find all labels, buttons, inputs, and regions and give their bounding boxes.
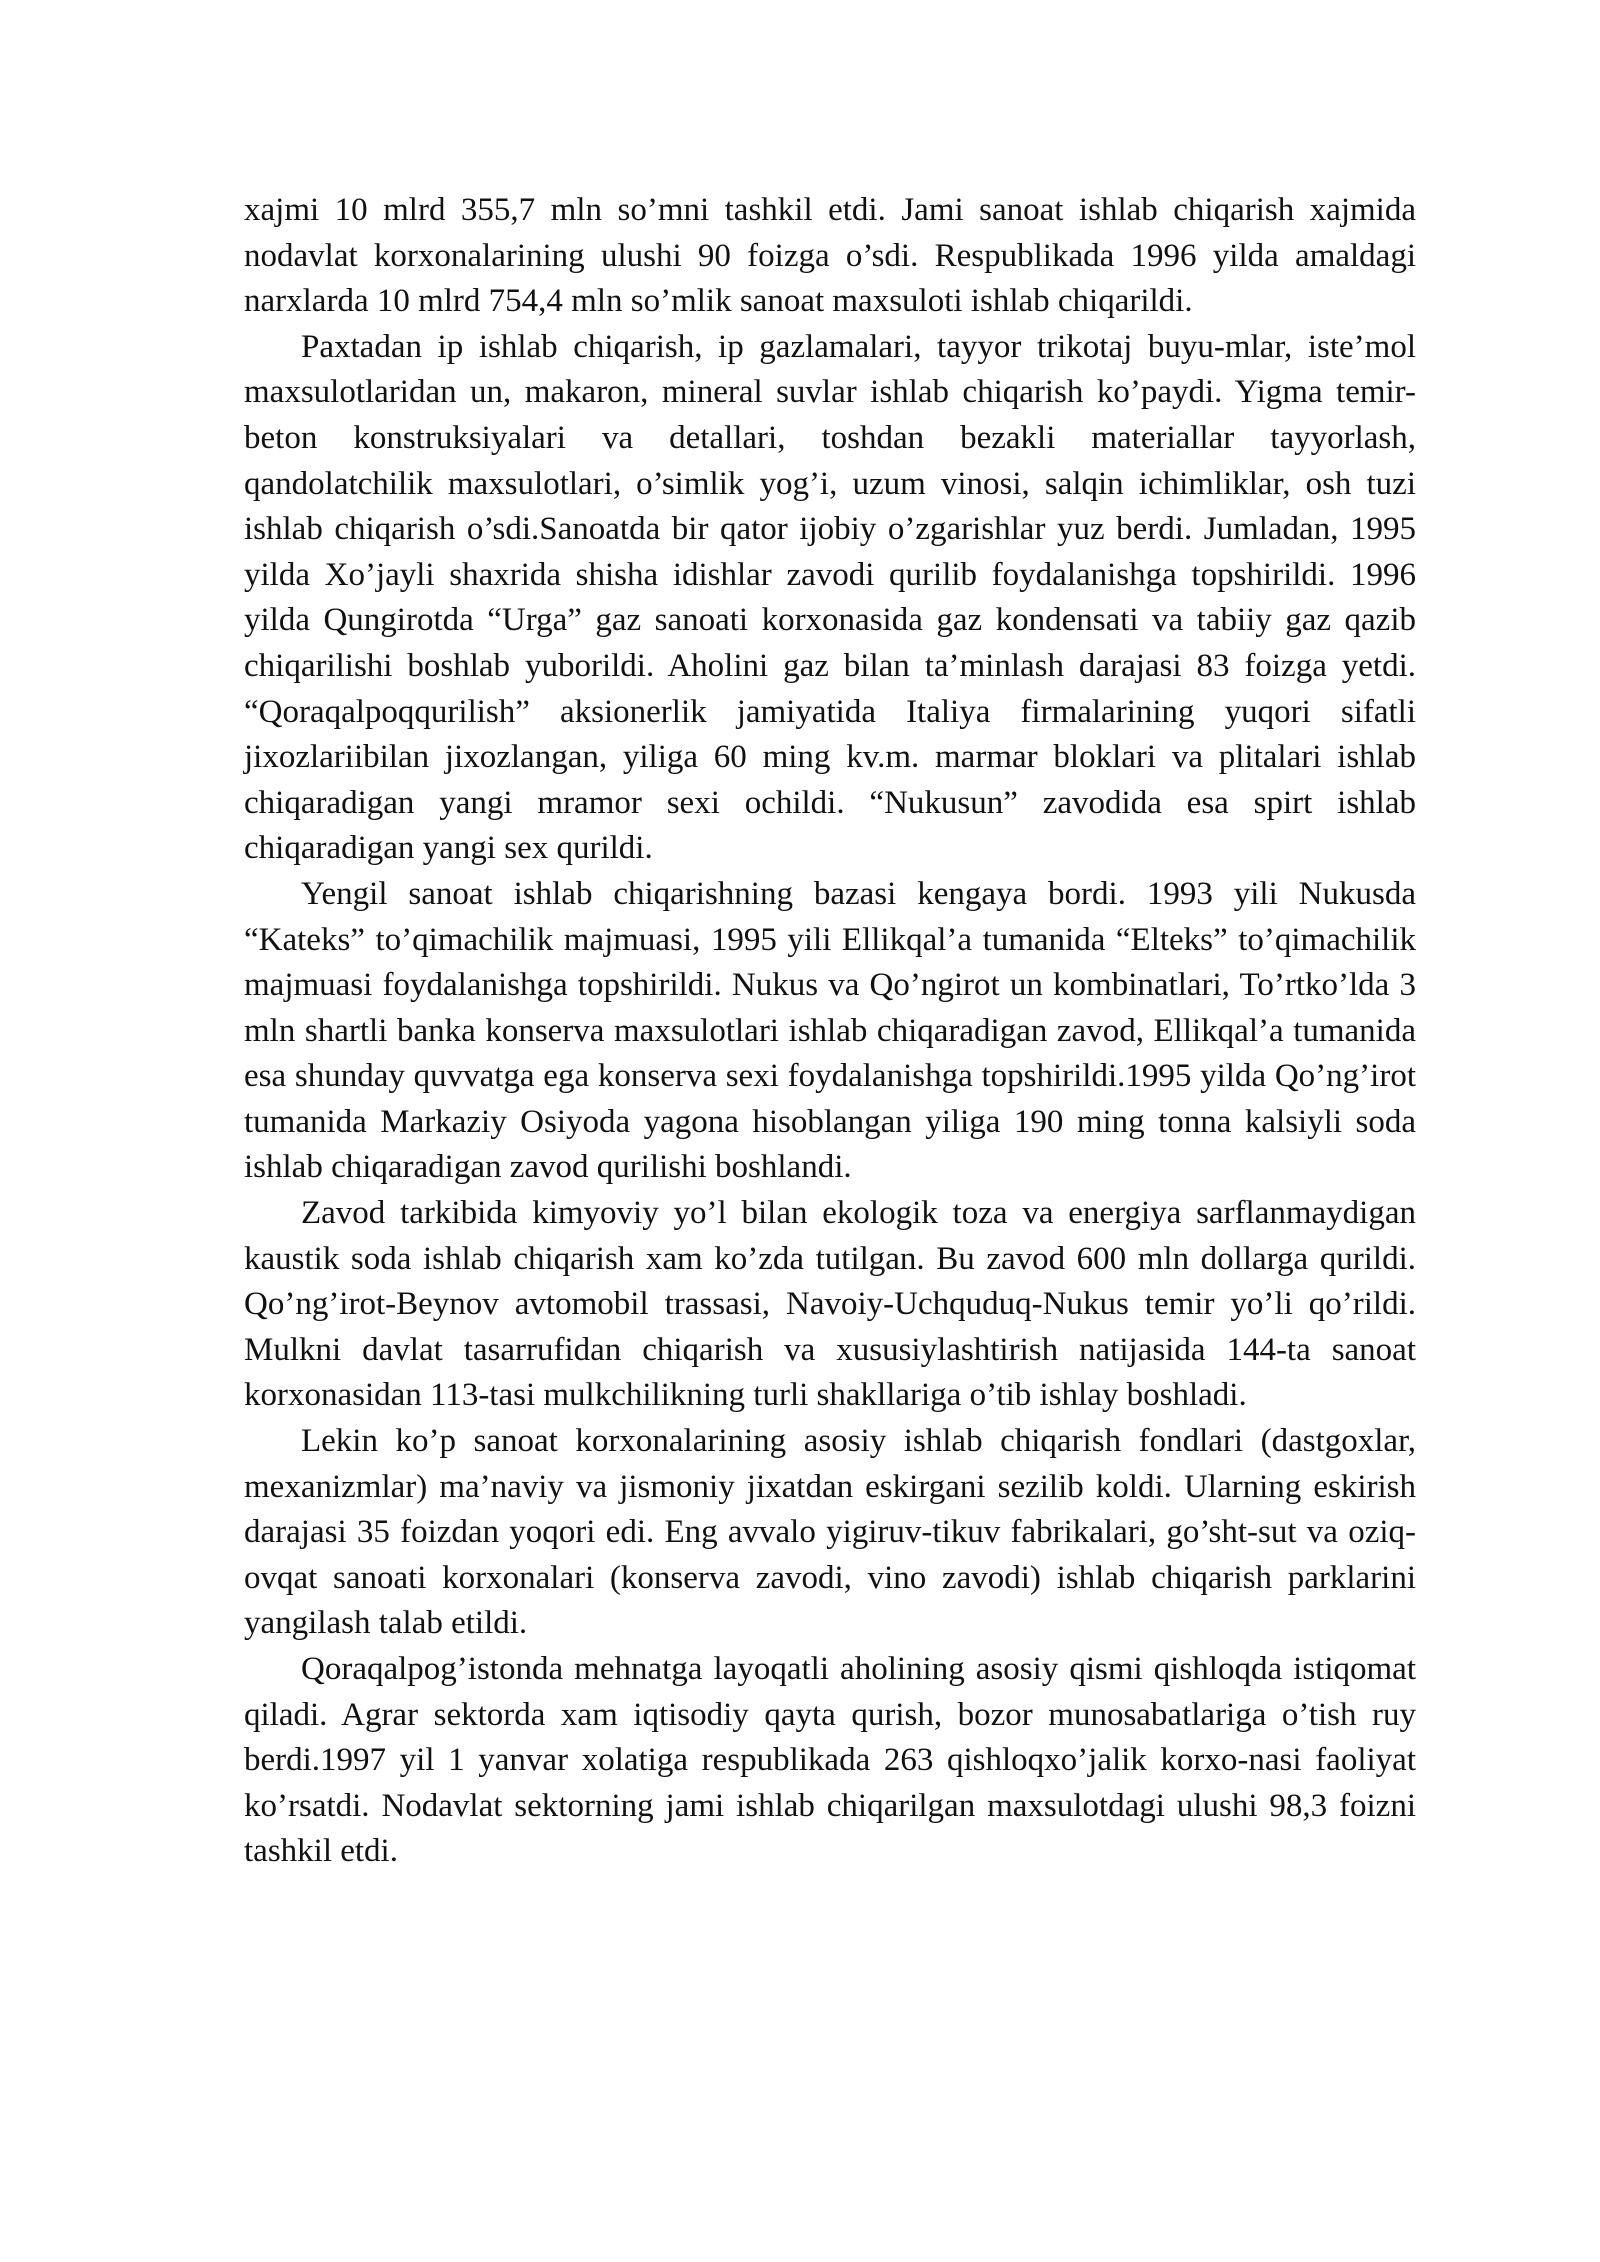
paragraph-2: Paxtadan ip ishlab chiqarish, ip gazlamalari, tayyor trikotaj buyu-mlar, iste’mol maxsulotlaridan un, makaron, mineral suvlar ishlab chiqarish ko’paydi. Yigma temir-beton konstruksiyalari va detallari, toshdan bezakli materiallar tayyorlash, qandolatchilik maxsulotlari, o’simlik yog’i, uzum vinosi, salqin ichimliklar, osh tuzi ishlab chiqarish o’sdi.Sanoatda bir qator ijobiy o’zgarishlar yuz berdi. Jumladan, 1995 yilda Xo’jayli shaxrida shisha idishlar zavodi qurilib foydalanishga topshirildi. 1996 yilda Qungirotda “Urga” gaz sanoati korxonasida gaz kondensati va tabiiy gaz qazib chiqarilishi boshlab yuborildi. Aholini gaz bilan ta’minlash darajasi 83 foizga yetdi. “Qoraqalpoqqurilish” aksionerlik jamiyatida Italiya firmalarining yuqori sifatli jixozlariibilan jixozlangan, yiliga 60 ming kv.m. marmar bloklari va plitalari ishlab chiqaradigan yangi mramor sexi ochildi. “Nukusun” zavodida esa spirt ishlab chiqaradigan yangi sex qurildi. [244, 328, 1416, 867]
paragraph-5: Lekin ko’p sanoat korxonalarining asosiy ishlab chiqarish fondlari (dastgoxlar, mexanizmlar) ma’naviy va jismoniy jixatdan eskirgani sezilib koldi. Ularning eskirish darajasi 35 foizdan yoqori edi. Eng avvalo yigiruv-tikuv fabrikalari, go’sht-sut va oziq-ovqat sanoati korxonalari (konserva zavodi, vino zavodi) ishlab chiqarish parklarini yangilash talab etildi. [244, 1423, 1416, 1642]
paragraph-3: Yengil sanoat ishlab chiqarishning bazasi kengaya bordi. 1993 yili Nukusda “Kateks” to’qimachilik majmuasi, 1995 yili Ellikqal’a tumanida “Elteks” to’qimachilik majmuasi foydalanishga topshirildi. Nukus va Qo’ngirot un kombinatlari, To’rtko’lda 3 mln shartli banka konserva maxsulotlari ishlab chiqaradigan zavod, Ellikqal’a tumanida esa shunday quvvatga ega konserva sexi foydalanishga topshirildi.1995 yilda Qo’ng’irot tumanida Markaziy Osiyoda yagona hisoblangan yiliga 190 ming tonna kalsiyli soda ishlab chiqaradigan zavod qurilishi boshlandi. [244, 875, 1416, 1186]
paragraph-6: Qoraqalpog’istonda mehnatga layoqatli aholining asosiy qismi qishloqda istiqomat qiladi. Agrar sektorda xam iqtisodiy qayta qurish, bozor munosabatlariga o’tish ruy berdi.1997 yil 1 yanvar xolatiga respublikada 263 qishloqxo’jalik korxo-nasi faoliyat ko’rsatdi. Nodavlat sektorning jami ishlab chiqarilgan maxsulotdagi ulushi 98,3 foizni tashkil etdi. [244, 1651, 1416, 1870]
document-page [244, 188, 1416, 1875]
paragraph-1: xajmi 10 mlrd 355,7 mln so’mni tashkil etdi. Jami sanoat ishlab chiqarish xajmida nodavlat korxonalarining ulushi 90 foizga o’sdi. Respublikada 1996 yilda amaldagi narxlarda 10 mlrd 754,4 mln so’mlik sanoat maxsuloti ishlab chiqarildi. [244, 192, 1416, 320]
paragraph-4: Zavod tarkibida kimyoviy yo’l bilan ekologik toza va energiya sarflanmaydigan kaustik soda ishlab chiqarish xam ko’zda tutilgan. Bu zavod 600 mln dollarga qurildi. Qo’ng’irot-Beynov avtomobil trassasi, Navoiy-Uchquduq-Nukus temir yo’li qo’rildi. Mulkni davlat tasarrufidan chiqarish va xususiylashtirish natijasida 144-ta sanoat korxonasidan 113-tasi mulkchilikning turli shakllariga o’tib ishlay boshladi. [244, 1195, 1416, 1414]
